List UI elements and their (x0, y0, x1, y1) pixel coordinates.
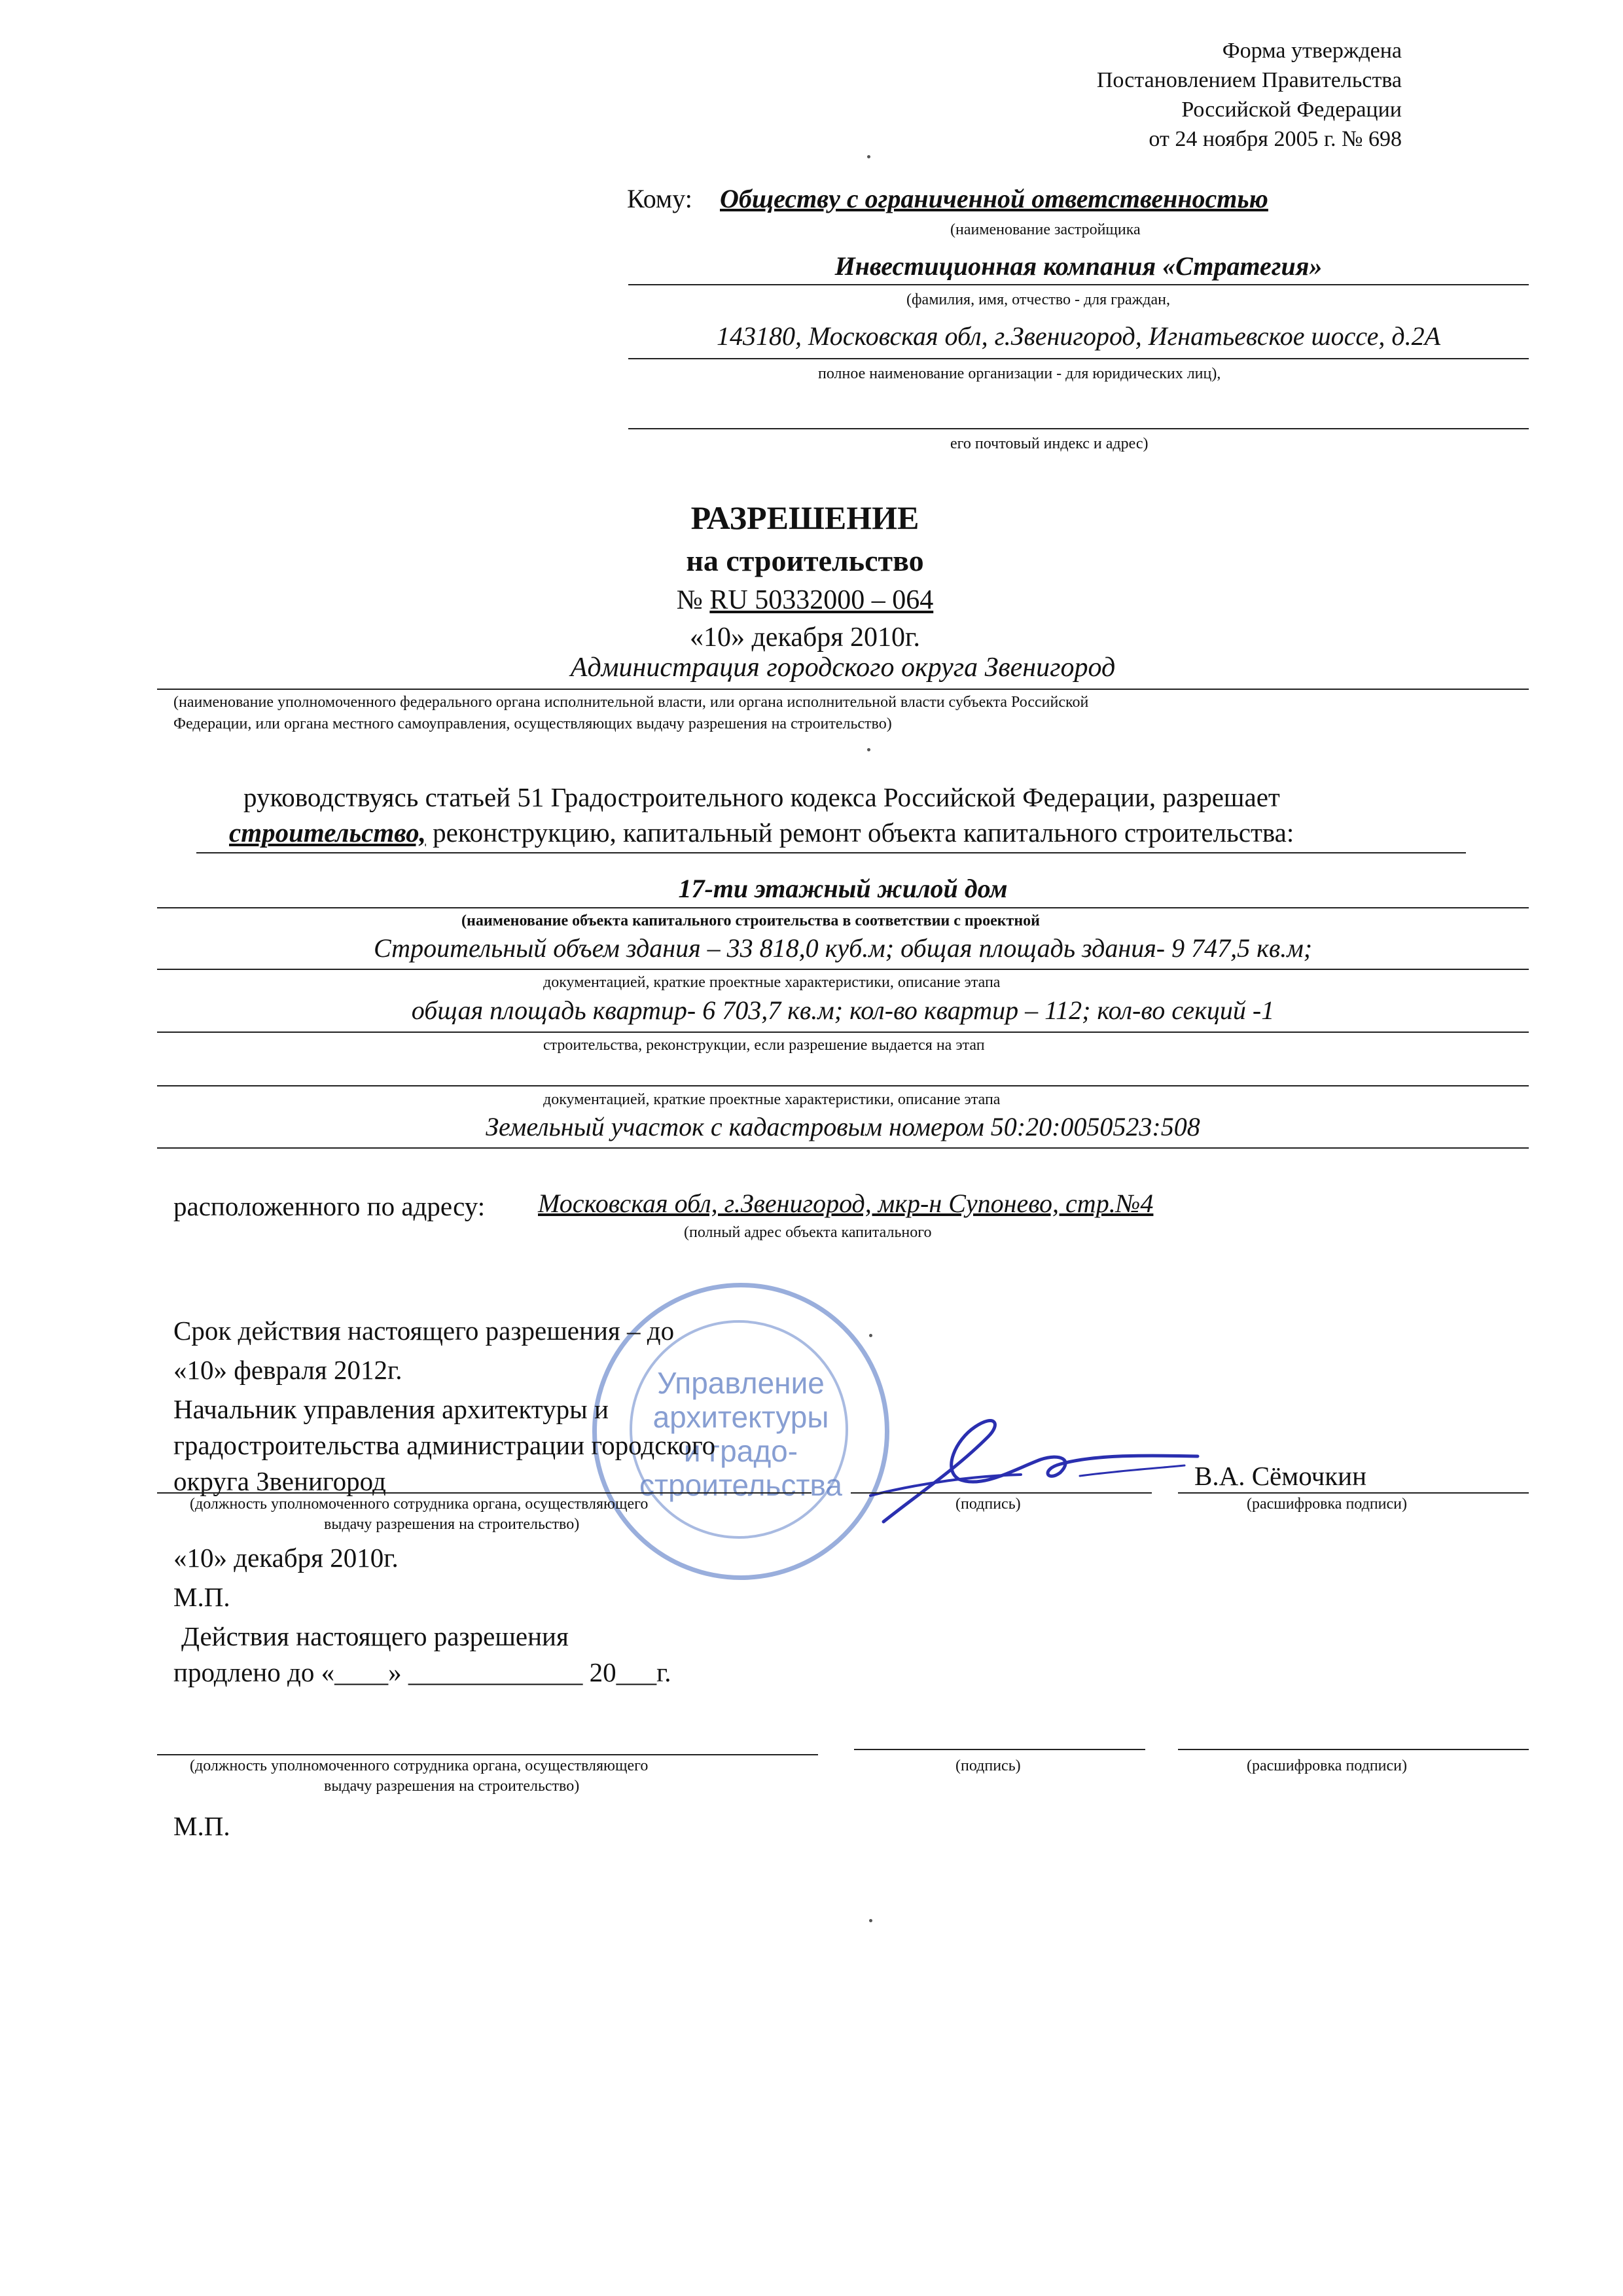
object-address: Московская обл, г.Звенигород, мкр-н Супонево, стр.№4 (538, 1189, 1154, 1218)
object-characteristics-1: Строительный объем здания – 33 818,0 куб.м; общая площадь здания- 9 747,5 кв.м; (373, 933, 1313, 963)
seal-place: М.П. (173, 1582, 230, 1612)
extension-date-blank: продлено до «____» _____________ 20___г. (173, 1657, 671, 1687)
scan-speck (867, 748, 870, 751)
recipient-label: Кому: (627, 184, 692, 213)
permission-other-types: реконструкцию, капитальный ремонт объекта капитального строительства: (425, 817, 1294, 848)
permission-underline (196, 852, 1466, 853)
extension-line: Действия настоящего разрешения (181, 1621, 569, 1651)
issuer-note: Федерации, или органа местного самоуправления, осуществляющих выдачу разрешения на строительство) (173, 715, 892, 732)
issuer-line (157, 689, 1529, 690)
handwritten-signature (844, 1397, 1211, 1535)
decode-note: (расшифровка подписи) (1247, 1496, 1407, 1513)
object-line (157, 1085, 1529, 1086)
position-note: выдачу разрешения на строительство) (324, 1778, 580, 1795)
signature-note: (подпись) (955, 1757, 1021, 1774)
permit-subtitle: на строительство (686, 544, 924, 577)
object-name: 17-ти этажный жилой дом (678, 874, 1008, 903)
signature-date: «10» декабря 2010г. (173, 1543, 399, 1573)
land-plot: Земельный участок с кадастровым номером 50:20:0050523:508 (486, 1112, 1200, 1141)
object-name-note: (наименование объекта капитального строительства в соответствии с проектной (461, 912, 1040, 929)
recipient-company-name: Инвестиционная компания «Стратегия» (834, 251, 1323, 281)
permission-selected-type: строительство, (229, 817, 426, 848)
object-line (157, 1031, 1529, 1033)
scan-speck (867, 155, 870, 158)
stamp-line: архитектуры (652, 1400, 829, 1434)
permission-types (229, 816, 1571, 849)
address-label: расположенного по адресу: (173, 1191, 486, 1221)
permit-title: РАЗРЕШЕНИЕ (690, 499, 919, 536)
recipient-note-postal: его почтовый индекс и адрес) (950, 435, 1149, 452)
recipient-line (628, 428, 1529, 429)
recipient-note-citizens: (фамилия, имя, отчество - для граждан, (906, 291, 1170, 308)
recipient-note-legal: полное наименование организации - для юридических лиц), (818, 365, 1221, 382)
position-line (157, 1492, 812, 1494)
position-line (157, 1754, 818, 1755)
decode-line (1178, 1492, 1529, 1494)
form-approval-line: Российской Федерации (1181, 98, 1402, 122)
object-line (157, 969, 1529, 970)
signer-position: градостроительства администрации городского (173, 1430, 716, 1460)
form-approval-line: Форма утверждена (1222, 39, 1402, 63)
signer-position: округа Звенигород (173, 1466, 386, 1496)
stamp-line: строительства (639, 1468, 842, 1502)
permit-number (576, 584, 1034, 616)
scan-speck (869, 1919, 872, 1922)
permit-date: «10» декабря 2010г. (689, 622, 921, 653)
position-note: выдачу разрешения на строительство) (324, 1516, 580, 1533)
signer-position: Начальник управления архитектуры и (173, 1394, 609, 1424)
issuer-note: (наименование уполномоченного федерального органа исполнительной власти, или органа исполнительной власти субъекта Российской (173, 694, 1089, 711)
scan-speck (869, 1334, 872, 1337)
recipient-line (628, 358, 1529, 359)
recipient-note-developer: (наименование застройщика (950, 221, 1141, 238)
signature-line (854, 1749, 1145, 1750)
object-chars-note: документацией, краткие проектные характеристики, описание этапа (543, 974, 1001, 991)
object-blank-note: документацией, краткие проектные характеристики, описание этапа (543, 1091, 1001, 1108)
permit-number-value: RU 50332000 – 064 (709, 585, 934, 615)
object-stage-note: строительства, реконструкции, если разрешение выдается на этап (543, 1037, 985, 1054)
validity-line: Срок действия настоящего разрешения – до (173, 1316, 675, 1346)
decode-line (1178, 1749, 1529, 1750)
decode-note: (расшифровка подписи) (1247, 1757, 1407, 1774)
stamp-line: Управление (657, 1366, 825, 1400)
address-note: (полный адрес объекта капитального (684, 1224, 932, 1241)
recipient-address: 143180, Московская обл, г.Звенигород, Игнатьевское шоссе, д.2А (716, 321, 1441, 351)
validity-date: «10» февраля 2012г. (173, 1355, 402, 1385)
issuing-authority: Администрация городского округа Звенигород (570, 653, 1116, 683)
position-note: (должность уполномоченного сотрудника органа, осуществляющего (190, 1757, 649, 1774)
object-line (157, 1147, 1529, 1149)
permission-statement: руководствуясь статьей 51 Градостроительного кодекса Российской Федерации, разрешает (243, 782, 1280, 812)
stamp-line: и градо- (683, 1434, 798, 1468)
form-approval-line: Постановлением Правительства (1096, 68, 1402, 92)
form-approval-line: от 24 ноября 2005 г. № 698 (1149, 127, 1402, 151)
permit-number-prefix: № (676, 585, 703, 615)
seal-place: М.П. (173, 1811, 230, 1841)
position-note: (должность уполномоченного сотрудника органа, осуществляющего (190, 1496, 649, 1513)
signer-name: В.А. Сёмочкин (1194, 1461, 1367, 1491)
object-line (157, 907, 1529, 908)
recipient-company-type: Обществу с ограниченной ответственностью (720, 184, 1268, 213)
signature-note: (подпись) (955, 1496, 1021, 1513)
recipient-line (628, 284, 1529, 285)
form-approval-header (878, 36, 1402, 154)
object-characteristics-2: общая площадь квартир- 6 703,7 кв.м; кол-во квартир – 112; кол-во секций -1 (411, 996, 1275, 1025)
signature-line (851, 1492, 1152, 1494)
